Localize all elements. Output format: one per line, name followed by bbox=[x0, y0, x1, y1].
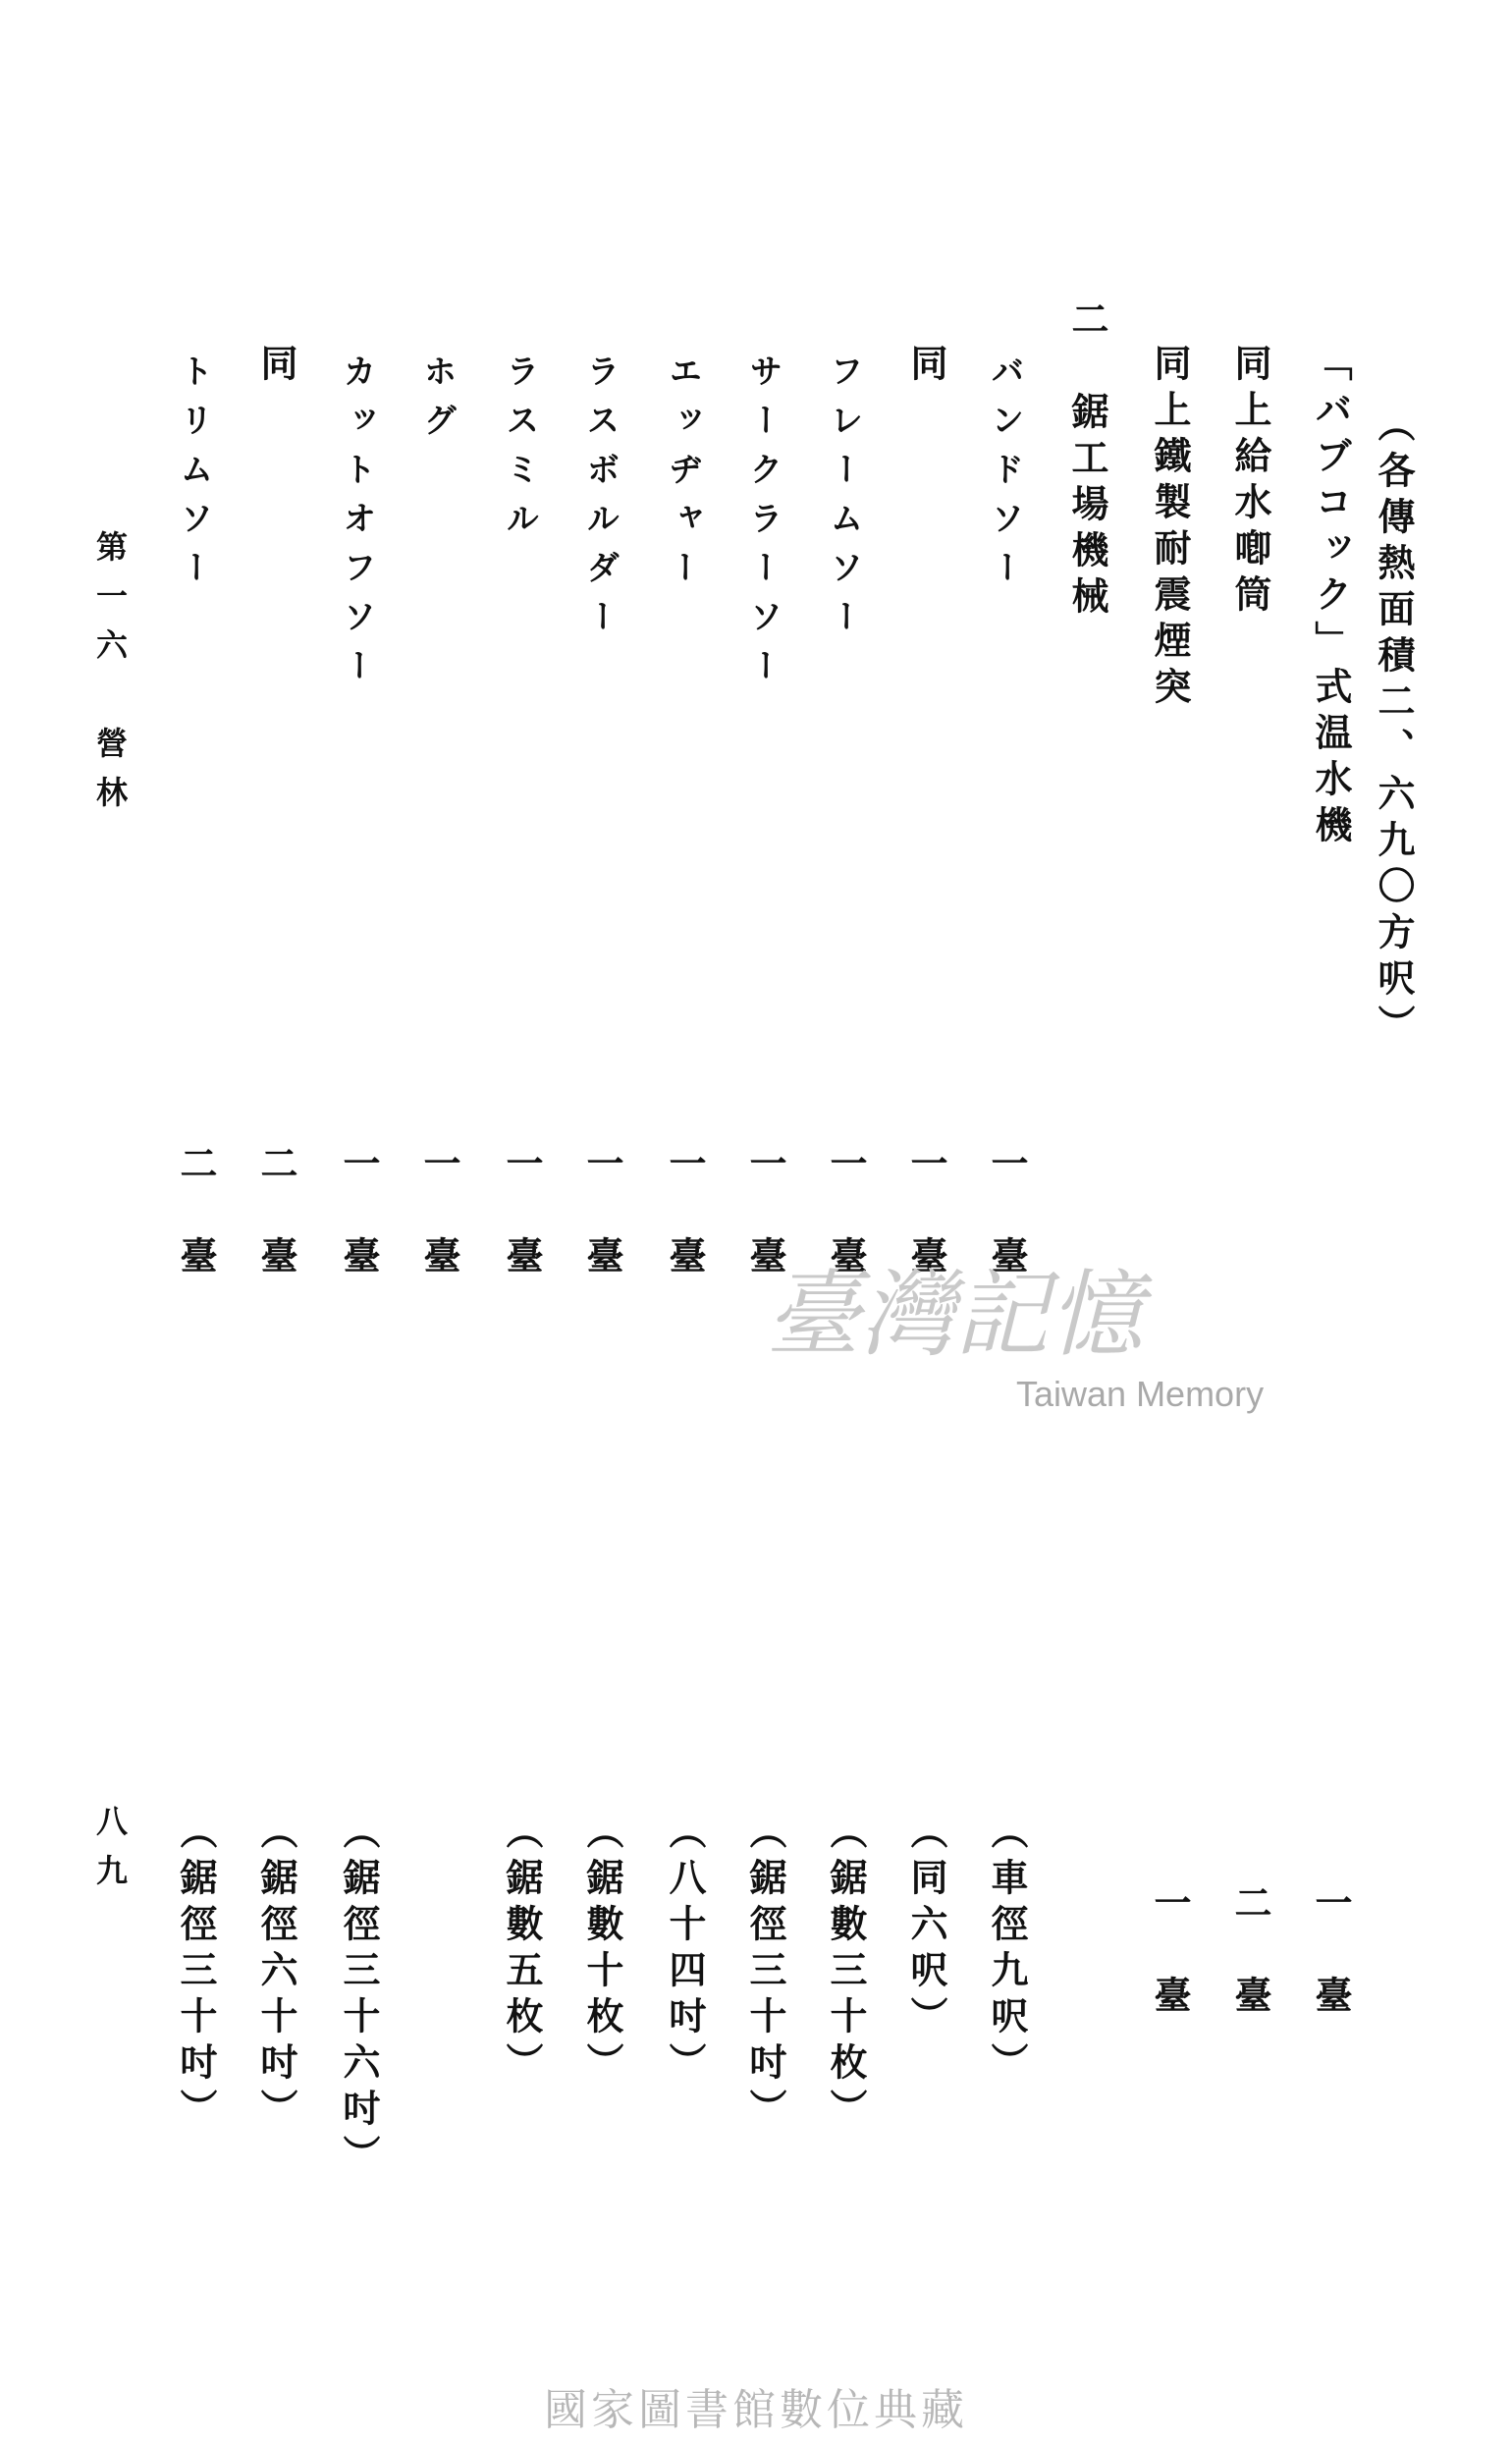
item-note-frame-saw: （鋸數三十枚） bbox=[824, 1812, 868, 2135]
item-name-babcock-heater: 「バブコック」式温水機 bbox=[1309, 344, 1353, 851]
item-name-frame-saw: フレームソー bbox=[824, 353, 863, 648]
page-number: 八九 bbox=[91, 1805, 129, 1903]
watermark-cjk-text: 臺灣記憶 bbox=[766, 1260, 1143, 1370]
item-qty-same-1: 一 臺 bbox=[904, 1144, 948, 1282]
item-note-lath-bolter: （鋸數十枚） bbox=[580, 1812, 624, 2089]
item-qty-trim-saw: 二 臺 bbox=[174, 1144, 218, 1282]
section-heading-sawmill: 二 鋸工場機械 bbox=[1065, 299, 1109, 623]
item-qty-bandsaw: 一 臺 bbox=[985, 1144, 1029, 1282]
item-name-trim-saw: トリムソー bbox=[174, 353, 213, 599]
item-note-edger: （八十四吋） bbox=[663, 1812, 707, 2089]
item-name-feed-pump: 同上給水喞筒 bbox=[1228, 344, 1272, 621]
taiwan-memory-watermark bbox=[756, 1239, 1306, 1426]
item-name-cut-off-saw: カットオフソー bbox=[337, 353, 376, 697]
item-note-circular-saw: （鋸徑三十吋） bbox=[743, 1812, 787, 2135]
item-note-bandsaw: （車徑九呎） bbox=[985, 1812, 1029, 2089]
item-qty-cut-off-saw: 一 臺 bbox=[337, 1144, 381, 1282]
heating-area-note: （各傳熱面積二、六九〇方呎） bbox=[1372, 405, 1416, 1051]
item-note-lath-mill: （鋸數五枚） bbox=[500, 1812, 544, 2089]
item-note-same-2: （鋸徑六十吋） bbox=[254, 1812, 298, 2135]
item-name-lath-mill: ラスミル bbox=[500, 353, 539, 550]
item-name-same-2: 同 bbox=[254, 344, 298, 390]
item-qty-circular-saw: 一 臺 bbox=[743, 1144, 787, 1282]
item-name-lath-bolter: ラスボルダー bbox=[580, 353, 620, 648]
item-qty-frame-saw: 一 臺 bbox=[824, 1144, 868, 1282]
item-qty-lath-bolter: 一 臺 bbox=[580, 1144, 624, 1282]
watermark-en-text: Taiwan Memory bbox=[1016, 1374, 1265, 1414]
running-footer-section: 第一六 營林 bbox=[91, 530, 129, 825]
item-qty-chimney: 一 臺 bbox=[1148, 1883, 1192, 2022]
item-note-same-1: （同六呎） bbox=[904, 1812, 948, 2042]
item-name-circular-saw: サークラーソー bbox=[743, 353, 783, 697]
item-qty-same-2: 二 臺 bbox=[254, 1144, 298, 1282]
item-note-cut-off-saw: （鋸徑三十六吋） bbox=[337, 1812, 381, 2181]
item-qty-babcock-heater: 一 臺 bbox=[1309, 1883, 1353, 2022]
item-name-chimney: 同上鐵製耐震煙突 bbox=[1148, 344, 1192, 713]
item-name-hog: ホグ bbox=[417, 353, 457, 452]
item-qty-hog: 一 臺 bbox=[417, 1144, 461, 1282]
item-note-trim-saw: （鋸徑三十吋） bbox=[174, 1812, 218, 2135]
item-name-bandsaw: バンドソー bbox=[985, 353, 1024, 599]
item-name-same-1: 同 bbox=[904, 344, 948, 390]
item-qty-lath-mill: 一 臺 bbox=[500, 1144, 544, 1282]
item-qty-edger: 一 臺 bbox=[663, 1144, 707, 1282]
item-qty-feed-pump: 二 臺 bbox=[1228, 1883, 1272, 2022]
item-name-edger: エッヂャー bbox=[663, 353, 702, 599]
library-banner: 國家圖書館數位典藏 bbox=[544, 2385, 968, 2435]
